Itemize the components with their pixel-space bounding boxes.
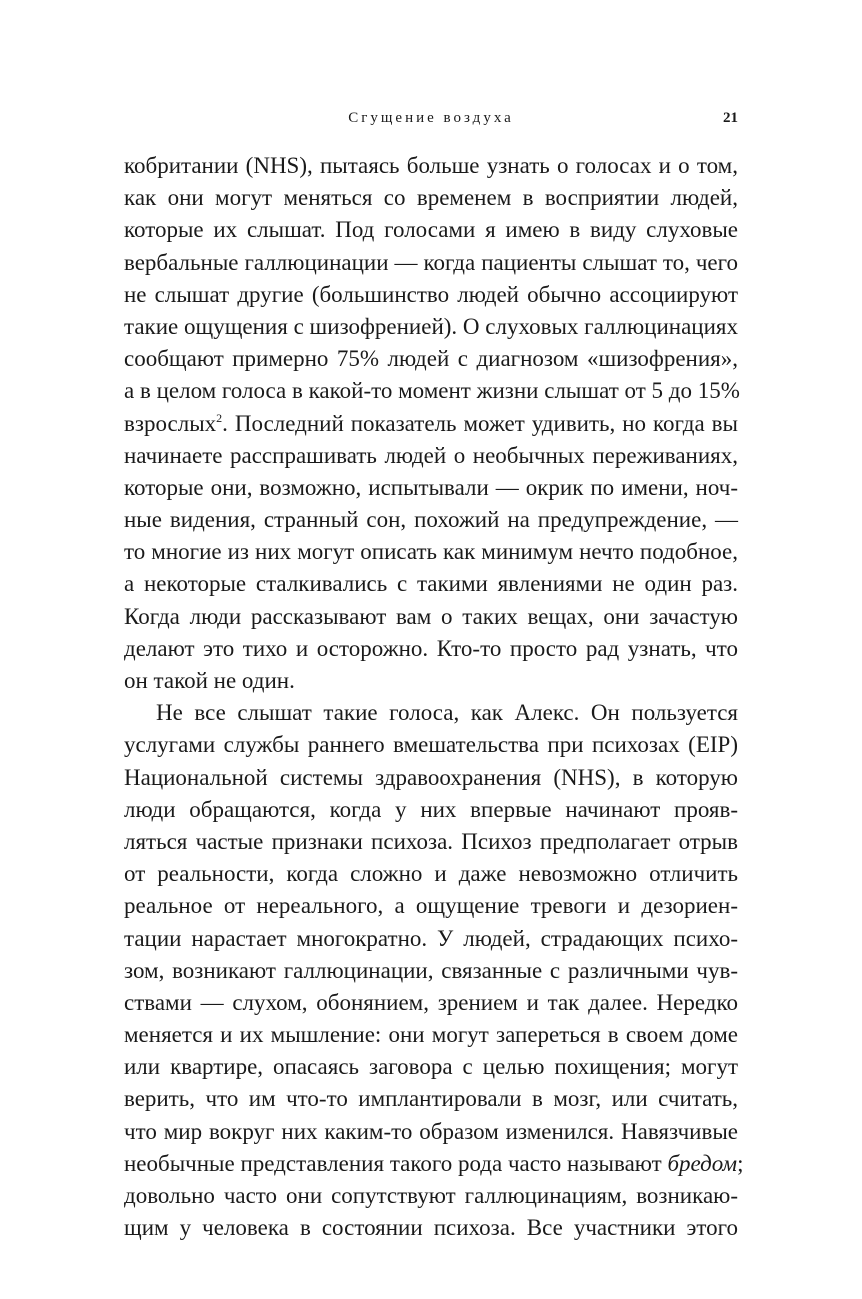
text-line	[124, 408, 738, 440]
text-line: не слышат другие (большинство людей обычно ассоциируют	[124, 281, 738, 307]
text-line: которые их слышат. Под голосами я имею в виду слуховые	[124, 217, 738, 243]
text-line: такие ощущения с шизофренией). О слуховых галлюцинациях	[124, 313, 738, 339]
text-line: люди обращаются, когда у них впервые начинают прояв-	[124, 796, 738, 822]
text-line: меняется и их мышление: они могут запереться в своем доме	[124, 1022, 738, 1048]
text-line: Когда люди рассказывают вам о таких вещах, они зачастую	[124, 603, 738, 629]
text-line: зом, возникают галлюцинации, связанные с различными чув-	[124, 957, 738, 983]
text-line: ные видения, странный сон, похожий на предупреждение, —	[124, 507, 738, 533]
text-line: тации нарастает многократно. У людей, страдающих психо-	[124, 925, 738, 951]
text-line: ствами — слухом, обонянием, зрением и так далее. Нередко	[124, 989, 738, 1015]
text-span: необычные представления такого рода часто называют	[124, 1150, 668, 1176]
text-line: делают это тихо и осторожно. Кто-то просто рад узнать, что	[124, 635, 738, 661]
text-line: начинаете расспрашивать людей о необычных переживаниях,	[124, 442, 738, 468]
text-line: довольно часто они сопутствуют галлюцинациям, возникаю-	[124, 1183, 738, 1208]
text-line: то многие из них могут описать как минимум нечто подобное,	[124, 539, 738, 565]
text-line	[124, 1148, 744, 1180]
running-title: Сгущение воздуха	[348, 110, 514, 126]
text-line: услугами службы раннего вмешательства при психозах (EIP)	[124, 732, 738, 758]
text-line: а некоторые сталкивались с такими явлениями не один раз.	[124, 571, 738, 597]
text-span: взрослых	[124, 410, 217, 436]
text-line: которые они, возможно, испытывали — окрик по имени, ноч-	[124, 474, 738, 500]
text-line: щим у человека в состоянии психоза. Все участники этого	[124, 1215, 738, 1241]
text-line: верить, что им что-то имплантировали в мозг, или считать,	[124, 1086, 738, 1112]
text-line: что мир вокруг них каким-то образом изменился. Навязчивые	[124, 1118, 738, 1144]
text-line: Не все слышат такие голоса, как Алекс. Он пользуется	[156, 700, 738, 726]
paragraph-2	[124, 697, 744, 1244]
text-line: а в целом голоса в какой-то момент жизни слышат от 5 до 15%	[124, 378, 740, 404]
text-line: реальное от нереального, а ощущение тревоги и дезориен-	[124, 893, 738, 919]
text-line: как они могут меняться со временем в восприятии людей,	[124, 185, 738, 211]
page-header	[124, 110, 738, 132]
text-span: . Последний показатель может удивить, но когда вы	[222, 410, 738, 436]
text-line: Национальной системы здравоохранения (NHS), в которую	[124, 764, 738, 790]
text-span: ;	[737, 1150, 744, 1176]
text-line: ляться частые признаки психоза. Психоз предполагает отрыв	[124, 828, 738, 854]
body-text	[124, 150, 744, 1244]
footnote-marker: 2	[216, 410, 223, 425]
text-line: вербальные галлюцинации — когда пациенты слышат то, чего	[124, 249, 738, 275]
text-line: сообщают примерно 75% людей с диагнозом «шизофрения»,	[124, 346, 738, 372]
text-line: или квартире, опасаясь заговора с целью похищения; могут	[124, 1054, 738, 1080]
paragraph-1	[124, 150, 738, 697]
text-line: он такой не один.	[124, 668, 295, 693]
italic-term: бредом	[667, 1150, 738, 1176]
page-number: 21	[723, 110, 738, 126]
text-line: кобритании (NHS), пытаясь больше узнать о голосах и о том,	[124, 153, 738, 178]
text-line: от реальности, когда сложно и даже невозможно отличить	[124, 861, 738, 887]
